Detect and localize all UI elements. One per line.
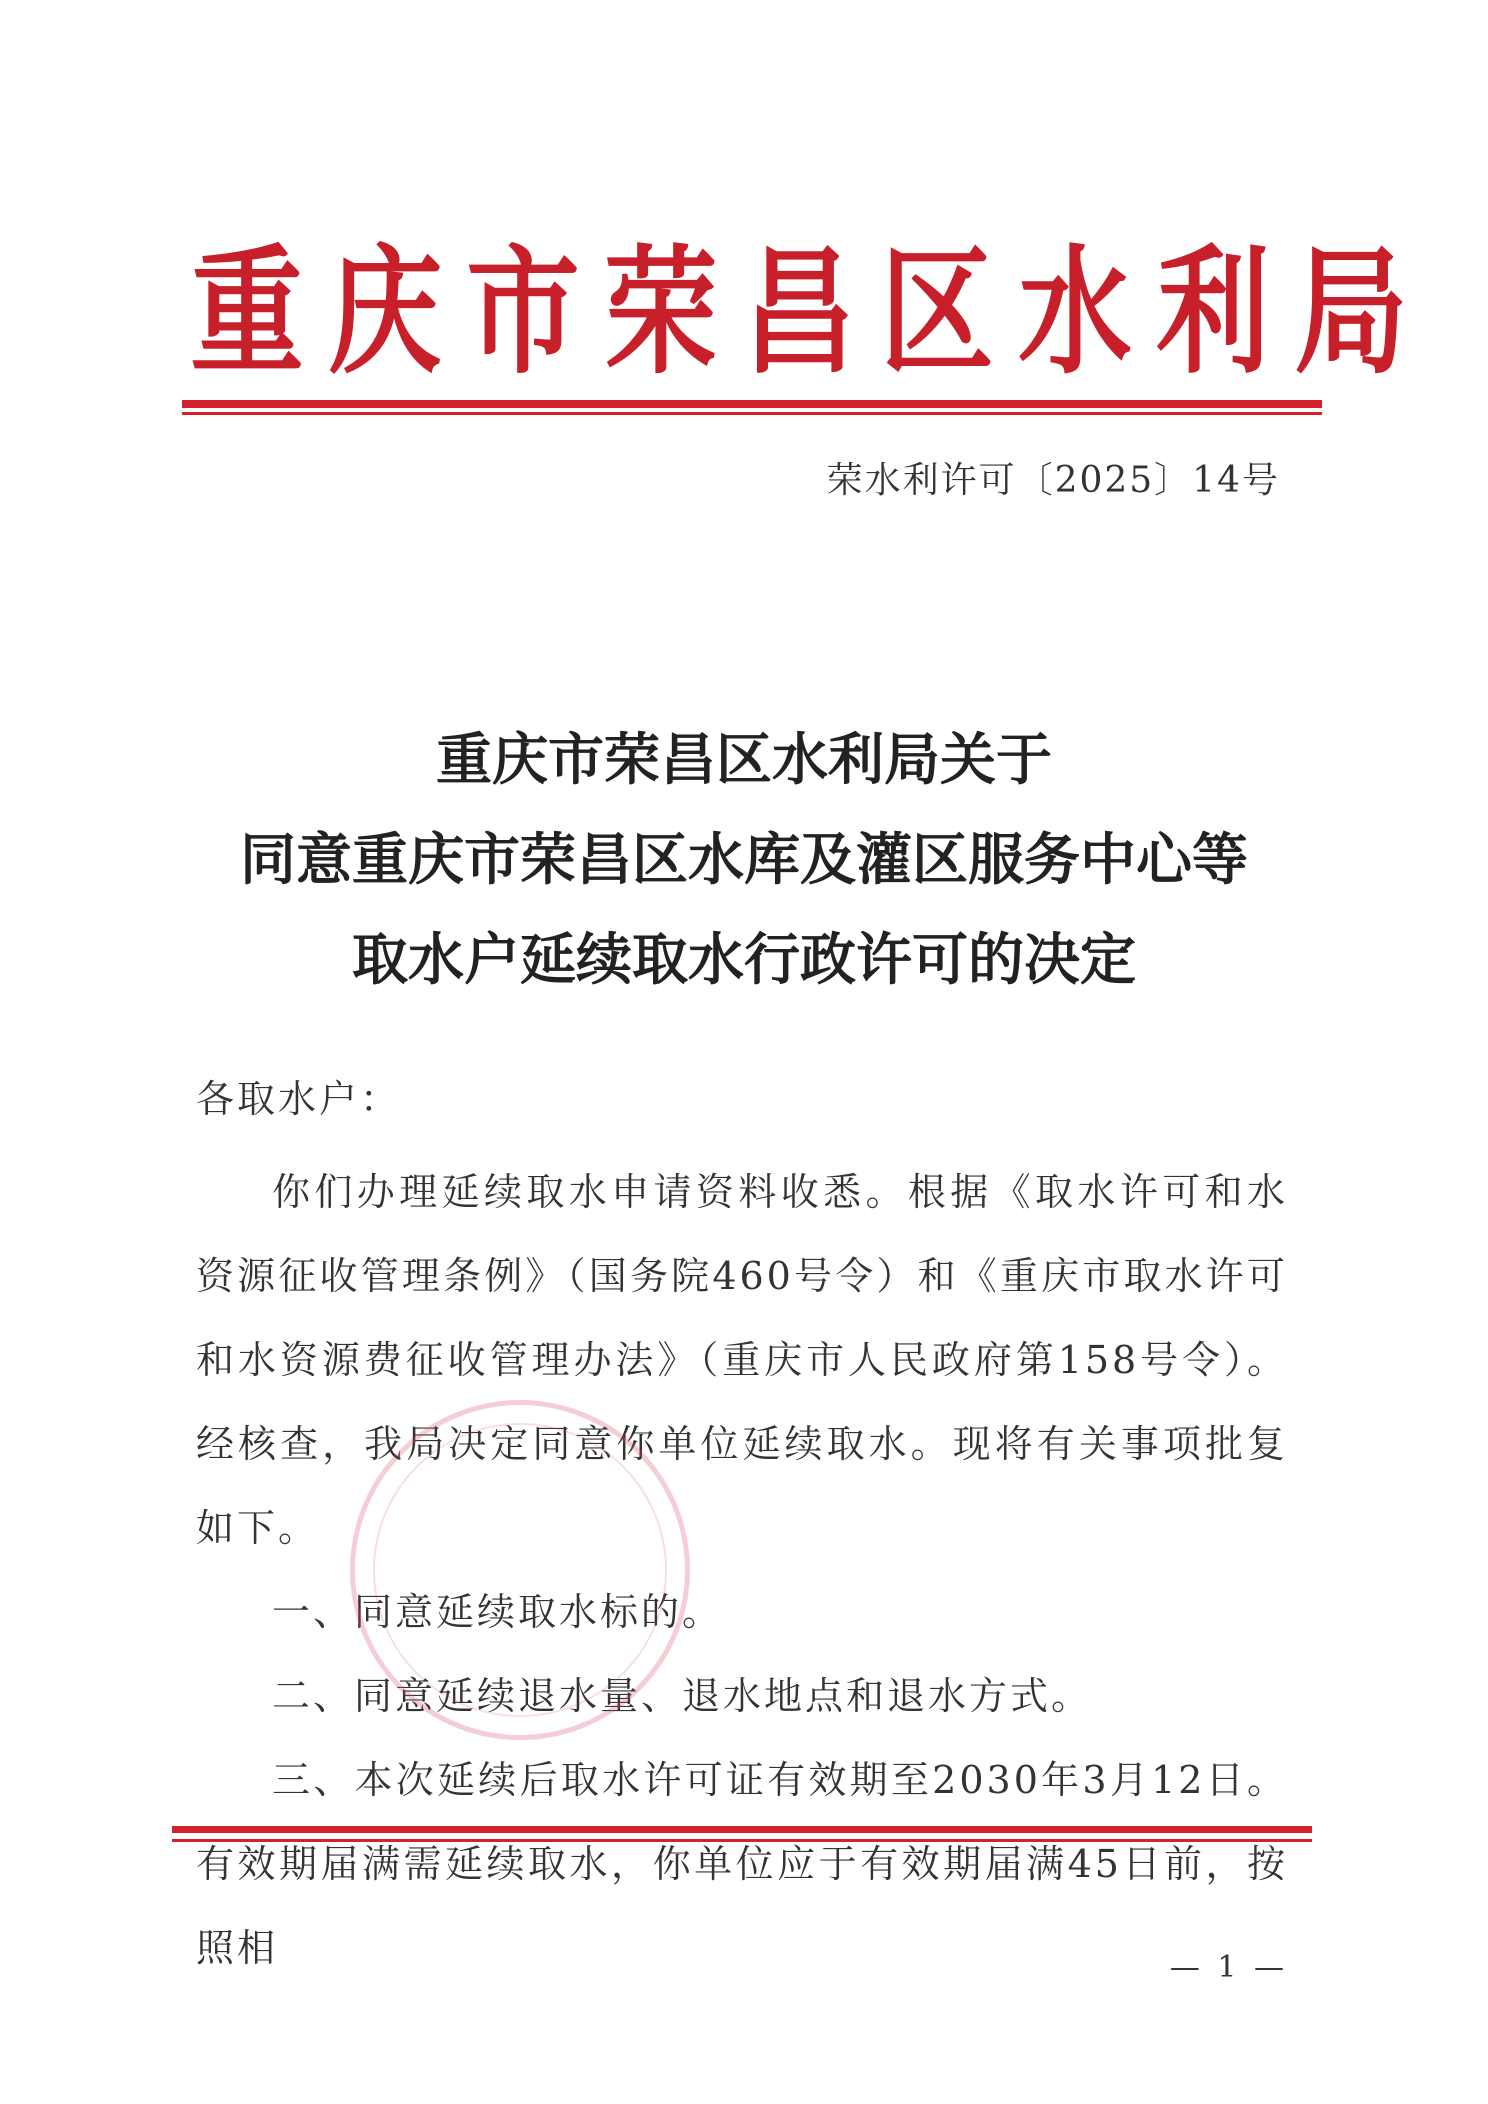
document-number: 荣水利许可〔2025〕14号 [826,460,1280,501]
header-char: 区 [880,232,994,393]
header-divider-thick [182,400,1322,408]
title-line-3: 取水户延续取水行政许可的决定 [352,927,1136,993]
header-char: 市 [466,232,580,393]
header-char: 庆 [328,232,442,393]
header-char: 利 [1156,232,1270,393]
title-line-2: 同意重庆市荣昌区水库及灌区服务中心等 [240,827,1248,893]
body-paragraph-4: 三、本次延续后取水许可证有效期至2030年3月12日。有效期届满需延续取水，你单位应于有效期届满45日前，按照相 [196,1758,1288,1970]
footer-divider-thin [172,1839,1312,1842]
salutation: 各取水户： [196,1077,402,1121]
header-char: 局 [1294,232,1408,393]
document-body [196,1150,1288,1990]
title-line-1: 重庆市荣昌区水利局关于 [436,727,1052,793]
header-char: 重 [190,232,304,393]
body-paragraph-1: 你们办理延续取水申请资料收悉。根据《取水许可和水资源征收管理条例》（国务院460号令）和《重庆市取水许可和水资源费征收管理办法》（重庆市人民政府第158号令）。经核查，我局决定同意你单位延续取水。现将有关事项批复如下。 [196,1170,1288,1550]
document-title [0,710,1488,1010]
body-paragraph-2: 一、同意延续取水标的。 [272,1590,724,1634]
body-paragraph-3: 二、同意延续退水量、退水地点和退水方式。 [272,1674,1093,1718]
issuing-authority-header [178,228,1408,398]
header-char: 荣 [604,232,718,393]
header-divider-thin [182,412,1322,415]
header-char: 昌 [742,232,856,393]
page-number: — 1 — [1169,1950,1288,1985]
header-char: 水 [1018,232,1132,393]
footer-divider-thick [172,1826,1312,1833]
